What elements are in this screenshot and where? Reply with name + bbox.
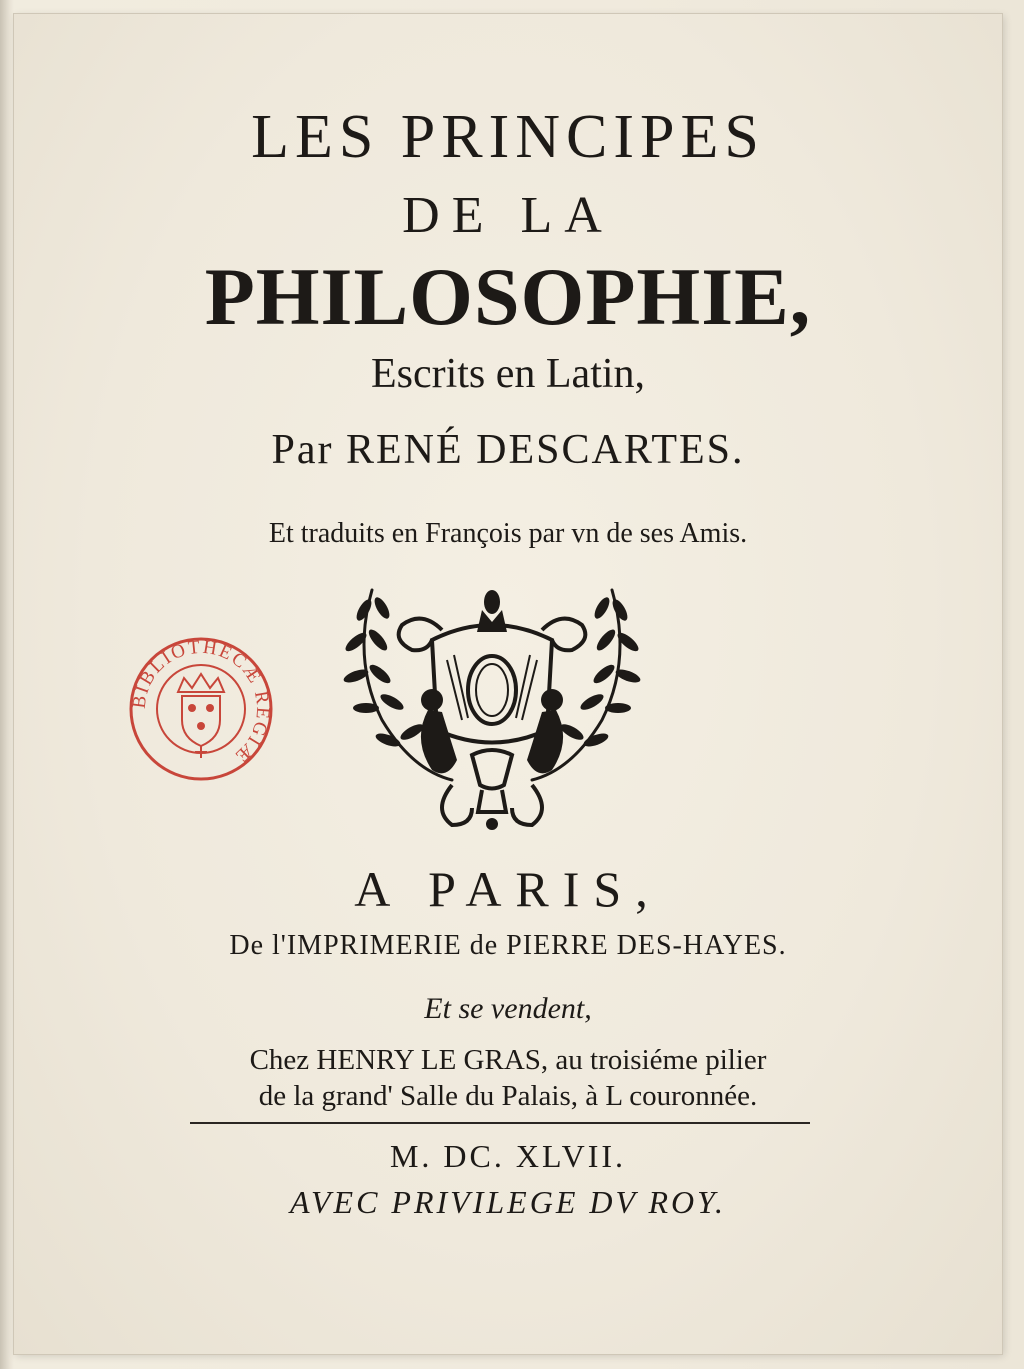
stamp-text: BIBLIOTHECÆ REGIÆ bbox=[128, 636, 274, 768]
title-line-1: LES PRINCIPES bbox=[251, 103, 765, 171]
imprint-city: A PARIS, bbox=[354, 861, 662, 917]
title-main: PHILOSOPHIE, bbox=[204, 251, 812, 342]
royal-privilege: AVEC PRIVILEGE DV ROY. bbox=[290, 1184, 726, 1220]
imprint-seller-line-1: Chez HENRY LE GRAS, au troisiéme pilier bbox=[249, 1044, 767, 1076]
library-stamp-icon bbox=[126, 634, 276, 784]
subtitle: Escrits en Latin, bbox=[370, 351, 646, 397]
author-line: Par RENÉ DESCARTES. bbox=[271, 427, 745, 473]
imprint-sold: Et se vendent, bbox=[424, 992, 592, 1025]
imprint-printer: De l'IMPRIMERIE de PIERRE DES-HAYES. bbox=[229, 930, 787, 961]
title-line-2: DE LA bbox=[402, 187, 614, 244]
printers-ornament-icon bbox=[332, 580, 652, 835]
title-page bbox=[14, 14, 1002, 1354]
imprint-seller-line-2: de la grand' Salle du Palais, à L couronnée. bbox=[258, 1080, 758, 1112]
translation-note: Et traduits en François par vn de ses Amis. bbox=[268, 518, 748, 549]
divider-rule bbox=[190, 1122, 810, 1124]
imprint-year: M. DC. XLVII. bbox=[389, 1138, 627, 1174]
